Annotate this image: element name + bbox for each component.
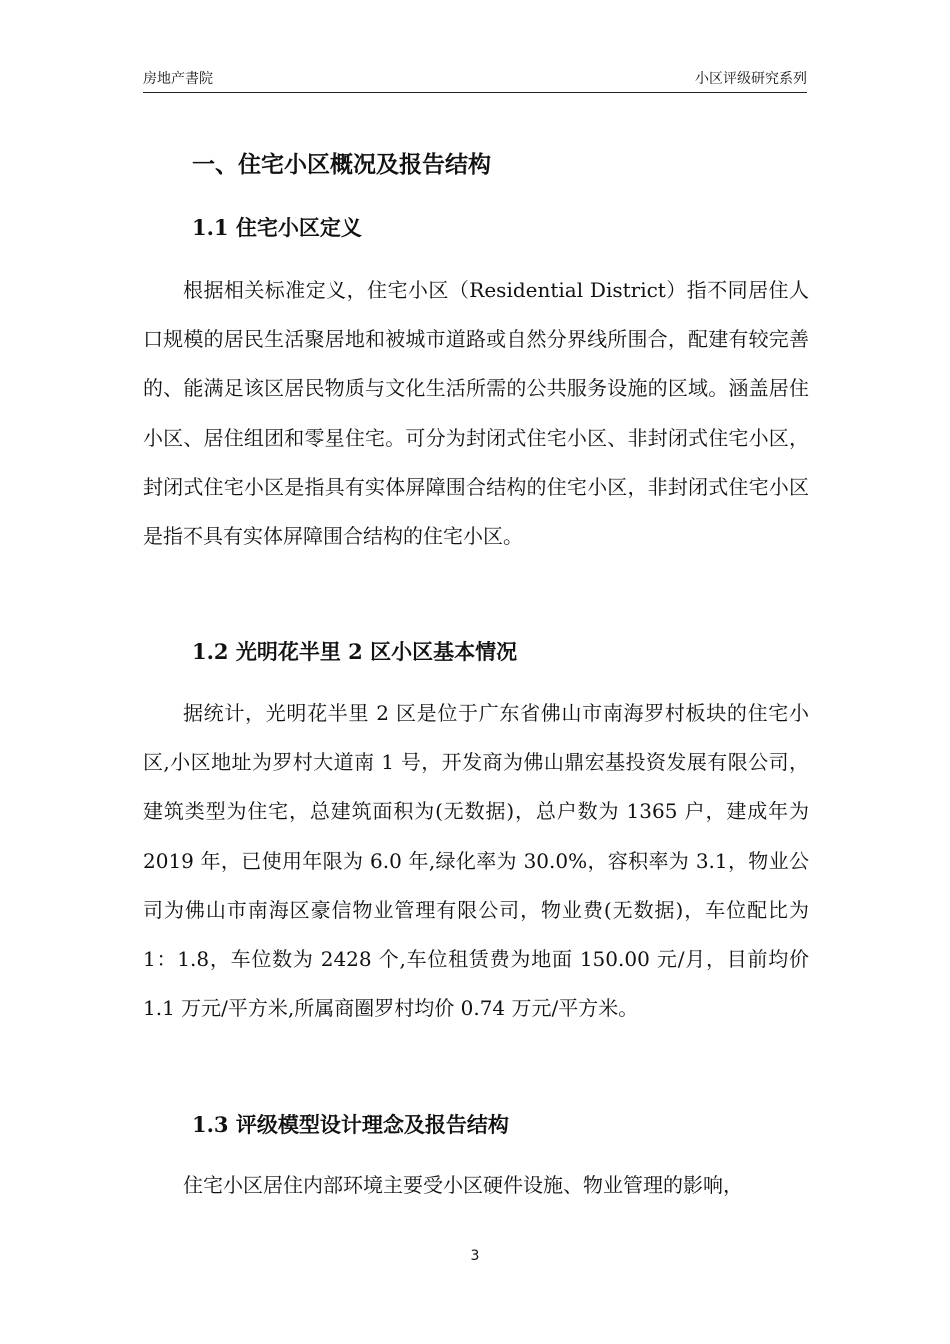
header-series: 小区评级研究系列 bbox=[695, 71, 807, 87]
chapter-title: 一、住宅小区概况及报告结构 bbox=[192, 151, 491, 178]
header-publisher: 房地产書院 bbox=[143, 71, 213, 87]
page-header bbox=[143, 66, 807, 93]
section-paragraph-1-1: 根据相关标准定义，住宅小区（Residential District）指不同居住人口规模的居民生活聚居地和被城市道路或自然分界线所围合，配建有较完善的、能满足该区居民物质与文化生活所需的公共服务设施的区域。涵盖居住小区、居住组团和零星住宅。可分为封闭式住宅小区、非封闭式住宅小区，封闭式住宅小区是指具有实体屏障围合结构的住宅小区，非封闭式住宅小区是指不具有实体屏障围合结构的住宅小区。 bbox=[143, 278, 809, 549]
section-title-1-3: 1.3 评级模型设计理念及报告结构 bbox=[192, 1112, 509, 1137]
section-paragraph-1-2: 据统计，光明花半里 2 区是位于广东省佛山市南海罗村板块的住宅小区,小区地址为罗村大道南 1 号，开发商为佛山鼎宏基投资发展有限公司，建筑类型为住宅，总建筑面积为(无数据)，总户数为 1365 户，建成年为 2019 年，已使用年限为 6.0 年,绿化率为 30.0%，容积率为 3.1，物业公司为佛山市南海区豪信物业管理有限公司，物业费(无数据)，车位配比为 1：1.8，车位数为 2428 个,车位租赁费为地面 150.00 元/月，目前均价 1.1 万元/平方米,所属商圈罗村均价 0.74 万元/平方米。 bbox=[143, 701, 809, 1021]
section-title-1-2: 1.2 光明花半里 2 区小区基本情况 bbox=[192, 639, 518, 664]
page-number: 3 bbox=[470, 1248, 480, 1264]
section-paragraph-1-3: 住宅小区居住内部环境主要受小区硬件设施、物业管理的影响， bbox=[183, 1173, 743, 1197]
section-title-1-1: 1.1 住宅小区定义 bbox=[192, 215, 362, 240]
